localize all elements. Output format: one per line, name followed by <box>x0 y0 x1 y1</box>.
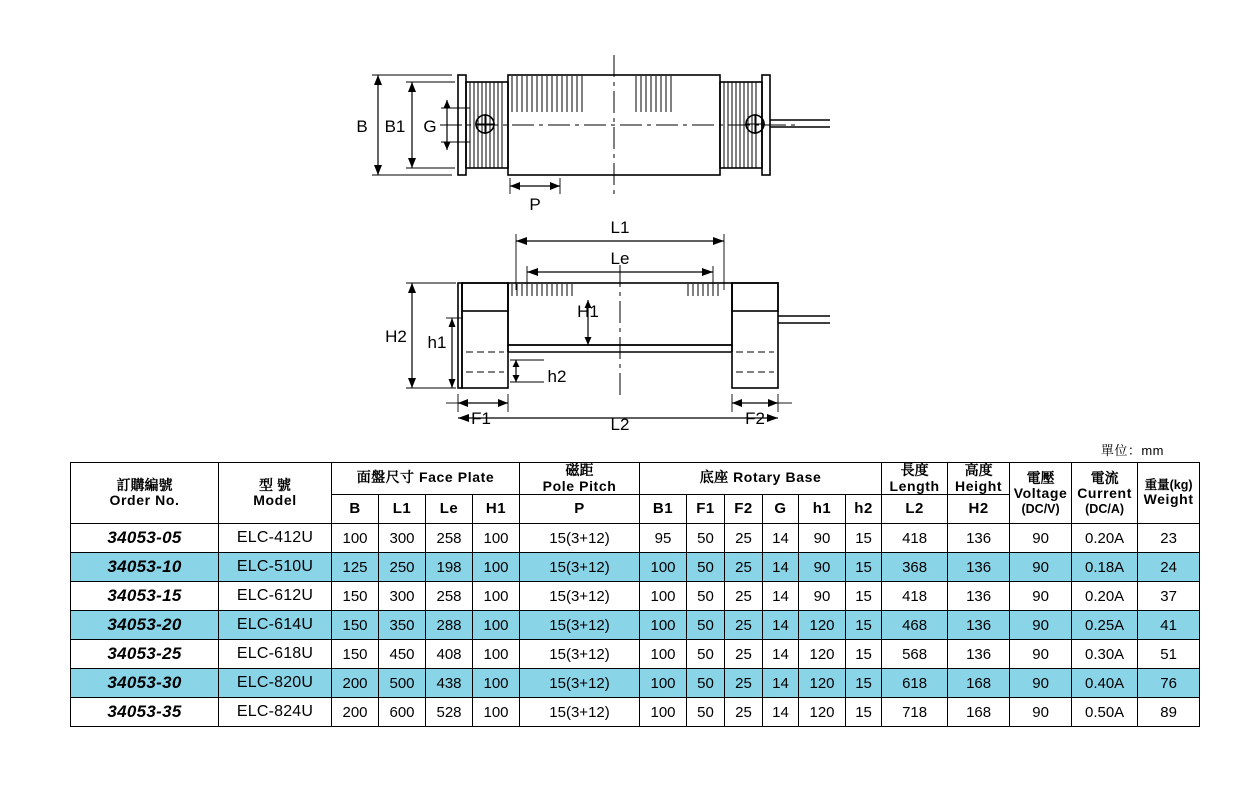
header-current-en: Current <box>1077 485 1132 502</box>
cell-h1: 90 <box>799 553 846 582</box>
label-B1: B1 <box>384 117 406 136</box>
cell-H1: 100 <box>473 669 520 698</box>
header-voltage-unit: (DC/V) <box>1021 501 1060 516</box>
cell-weight: 76 <box>1138 669 1200 698</box>
header-sub-h1: h1 <box>799 495 846 524</box>
cell-h2: 15 <box>846 582 882 611</box>
header-rotary-base-cn: 底座 <box>699 469 729 486</box>
cell-P: 15(3+12) <box>520 640 640 669</box>
cell-model: ELC-412U <box>219 524 332 553</box>
cell-G: 14 <box>763 698 799 727</box>
cell-h1: 90 <box>799 582 846 611</box>
cell-L2: 568 <box>882 640 948 669</box>
cell-h2: 15 <box>846 553 882 582</box>
header-model-cn: 型 號 <box>259 476 291 493</box>
cell-H2: 136 <box>948 611 1010 640</box>
header-face-plate-cn: 面盤尺寸 <box>356 469 415 486</box>
cell-h2: 15 <box>846 669 882 698</box>
cell-H1: 100 <box>473 524 520 553</box>
header-sub-h2: h2 <box>846 495 882 524</box>
cell-h2: 15 <box>846 524 882 553</box>
cell-B: 100 <box>332 524 379 553</box>
cell-G: 14 <box>763 611 799 640</box>
cell-weight: 41 <box>1138 611 1200 640</box>
cell-F1: 50 <box>687 553 725 582</box>
label-B: B <box>356 117 368 136</box>
header-height-cn: 高度 <box>964 462 993 478</box>
cell-weight: 23 <box>1138 524 1200 553</box>
header-current-cn: 電流 <box>1090 469 1119 486</box>
cell-weight: 51 <box>1138 640 1200 669</box>
spec-table <box>70 462 1200 727</box>
cell-Le: 438 <box>426 669 473 698</box>
cell-Le: 408 <box>426 640 473 669</box>
cell-Le: 258 <box>426 582 473 611</box>
header-height <box>948 463 1010 495</box>
cell-weight: 37 <box>1138 582 1200 611</box>
header-current <box>1072 463 1138 524</box>
header-face-plate-en: Face Plate <box>418 469 495 486</box>
cell-current: 0.20A <box>1072 582 1138 611</box>
cell-F2: 25 <box>725 582 763 611</box>
cell-G: 14 <box>763 524 799 553</box>
cell-voltage: 90 <box>1010 669 1072 698</box>
cell-F2: 25 <box>725 524 763 553</box>
cell-L2: 418 <box>882 524 948 553</box>
cell-F1: 50 <box>687 524 725 553</box>
cell-F1: 50 <box>687 669 725 698</box>
header-sub-G: G <box>763 495 799 524</box>
header-order-no-en: Order No. <box>109 492 180 509</box>
cell-Le: 198 <box>426 553 473 582</box>
cell-L1: 250 <box>379 553 426 582</box>
table-row <box>71 669 1200 698</box>
cell-B: 200 <box>332 698 379 727</box>
cell-F2: 25 <box>725 669 763 698</box>
cell-F1: 50 <box>687 582 725 611</box>
table-header-row-1 <box>71 463 1200 495</box>
cell-current: 0.30A <box>1072 640 1138 669</box>
cell-L1: 300 <box>379 582 426 611</box>
header-sub-B1: B1 <box>640 495 687 524</box>
unit-note: 單位：mm <box>1100 443 1164 458</box>
cell-P: 15(3+12) <box>520 582 640 611</box>
cell-order: 34053-25 <box>71 640 219 669</box>
cell-H2: 168 <box>948 669 1010 698</box>
cell-Le: 258 <box>426 524 473 553</box>
label-H1: H1 <box>577 302 599 321</box>
cell-F2: 25 <box>725 611 763 640</box>
cell-h2: 15 <box>846 611 882 640</box>
header-model-en: Model <box>253 492 297 509</box>
cell-Le: 288 <box>426 611 473 640</box>
header-weight-en: Weight <box>1143 491 1194 508</box>
cell-model: ELC-618U <box>219 640 332 669</box>
cell-L2: 618 <box>882 669 948 698</box>
header-pole-pitch-en: Pole Pitch <box>542 477 617 494</box>
cell-P: 15(3+12) <box>520 669 640 698</box>
cell-order: 34053-05 <box>71 524 219 553</box>
cell-Le: 528 <box>426 698 473 727</box>
label-h1: h1 <box>427 333 447 352</box>
cell-B: 125 <box>332 553 379 582</box>
table-row <box>71 698 1200 727</box>
cell-h1: 120 <box>799 698 846 727</box>
table-row <box>71 524 1200 553</box>
cell-L2: 468 <box>882 611 948 640</box>
header-voltage-cn: 電壓 <box>1026 469 1055 486</box>
table-row <box>71 611 1200 640</box>
cell-B1: 100 <box>640 669 687 698</box>
spec-table-body <box>71 524 1200 727</box>
cell-F1: 50 <box>687 611 725 640</box>
cell-H1: 100 <box>473 640 520 669</box>
cell-G: 14 <box>763 582 799 611</box>
label-G: G <box>423 117 437 136</box>
cell-model: ELC-824U <box>219 698 332 727</box>
cell-F1: 50 <box>687 640 725 669</box>
cell-H1: 100 <box>473 553 520 582</box>
cell-h1: 120 <box>799 640 846 669</box>
cell-order: 34053-20 <box>71 611 219 640</box>
cell-B1: 100 <box>640 698 687 727</box>
cell-voltage: 90 <box>1010 553 1072 582</box>
header-order-no <box>71 463 219 524</box>
cell-P: 15(3+12) <box>520 524 640 553</box>
cell-model: ELC-614U <box>219 611 332 640</box>
cell-H2: 136 <box>948 640 1010 669</box>
cell-order: 34053-35 <box>71 698 219 727</box>
label-Le: Le <box>610 249 630 268</box>
cell-current: 0.20A <box>1072 524 1138 553</box>
header-pole-pitch-cn: 磁距 <box>565 462 594 478</box>
cell-F2: 25 <box>725 553 763 582</box>
cell-h1: 90 <box>799 524 846 553</box>
cell-B1: 95 <box>640 524 687 553</box>
header-sub-B: B <box>332 495 379 524</box>
header-sub-L1: L1 <box>379 495 426 524</box>
header-sub-Le: Le <box>426 495 473 524</box>
header-model <box>219 463 332 524</box>
cell-P: 15(3+12) <box>520 698 640 727</box>
label-L2: L2 <box>610 415 630 434</box>
cell-B: 150 <box>332 582 379 611</box>
cell-H2: 136 <box>948 553 1010 582</box>
cell-current: 0.18A <box>1072 553 1138 582</box>
header-order-no-cn: 訂購編號 <box>116 476 173 493</box>
label-H2: H2 <box>385 327 407 346</box>
cell-G: 14 <box>763 553 799 582</box>
label-F2: F2 <box>745 409 765 428</box>
table-row <box>71 582 1200 611</box>
cell-weight: 89 <box>1138 698 1200 727</box>
cell-current: 0.40A <box>1072 669 1138 698</box>
header-height-en: Height <box>955 477 1003 494</box>
cell-H2: 136 <box>948 524 1010 553</box>
cell-model: ELC-820U <box>219 669 332 698</box>
cell-voltage: 90 <box>1010 698 1072 727</box>
header-voltage <box>1010 463 1072 524</box>
cell-F2: 25 <box>725 698 763 727</box>
cell-weight: 24 <box>1138 553 1200 582</box>
cell-h1: 120 <box>799 669 846 698</box>
cell-current: 0.50A <box>1072 698 1138 727</box>
cell-B1: 100 <box>640 553 687 582</box>
spec-table-container <box>70 462 1194 727</box>
cell-model: ELC-612U <box>219 582 332 611</box>
cell-B1: 100 <box>640 582 687 611</box>
header-length <box>882 463 948 495</box>
header-rotary-base-en: Rotary Base <box>733 469 822 486</box>
cell-F1: 50 <box>687 698 725 727</box>
cell-L1: 600 <box>379 698 426 727</box>
cell-order: 34053-10 <box>71 553 219 582</box>
cell-L1: 450 <box>379 640 426 669</box>
cell-voltage: 90 <box>1010 582 1072 611</box>
header-current-unit: (DC/A) <box>1085 501 1125 516</box>
cell-G: 14 <box>763 669 799 698</box>
header-sub-P: P <box>520 495 640 524</box>
header-sub-H1: H1 <box>473 495 520 524</box>
header-voltage-en: Voltage <box>1013 485 1068 502</box>
cell-H1: 100 <box>473 611 520 640</box>
cell-voltage: 90 <box>1010 524 1072 553</box>
cell-current: 0.25A <box>1072 611 1138 640</box>
cell-L1: 300 <box>379 524 426 553</box>
cell-order: 34053-30 <box>71 669 219 698</box>
header-length-en: Length <box>889 477 940 494</box>
cell-order: 34053-15 <box>71 582 219 611</box>
header-weight-cn: 重量(kg) <box>1144 478 1193 493</box>
label-P: P <box>529 195 541 214</box>
header-sub-L2: L2 <box>882 495 948 524</box>
cell-L2: 718 <box>882 698 948 727</box>
cell-H2: 136 <box>948 582 1010 611</box>
cell-h2: 15 <box>846 698 882 727</box>
cell-voltage: 90 <box>1010 611 1072 640</box>
label-L1: L1 <box>610 218 630 237</box>
label-h2: h2 <box>547 367 567 386</box>
cell-F2: 25 <box>725 640 763 669</box>
cell-B: 150 <box>332 611 379 640</box>
header-sub-H2: H2 <box>948 495 1010 524</box>
header-length-cn: 長度 <box>900 462 929 478</box>
cell-L2: 368 <box>882 553 948 582</box>
table-row <box>71 553 1200 582</box>
cell-P: 15(3+12) <box>520 611 640 640</box>
header-rotary-base <box>640 463 882 495</box>
cell-B1: 100 <box>640 640 687 669</box>
header-pole-pitch <box>520 463 640 495</box>
cell-H1: 100 <box>473 582 520 611</box>
cell-B: 200 <box>332 669 379 698</box>
label-F1: F1 <box>471 409 491 428</box>
cell-L2: 418 <box>882 582 948 611</box>
cell-B: 150 <box>332 640 379 669</box>
cell-L1: 500 <box>379 669 426 698</box>
table-row <box>71 640 1200 669</box>
cell-G: 14 <box>763 640 799 669</box>
header-weight <box>1138 463 1200 524</box>
cell-h1: 120 <box>799 611 846 640</box>
cell-H2: 168 <box>948 698 1010 727</box>
cell-H1: 100 <box>473 698 520 727</box>
cell-P: 15(3+12) <box>520 553 640 582</box>
header-sub-F2: F2 <box>725 495 763 524</box>
header-face-plate <box>332 463 520 495</box>
header-sub-F1: F1 <box>687 495 725 524</box>
cell-voltage: 90 <box>1010 640 1072 669</box>
cell-h2: 15 <box>846 640 882 669</box>
cell-B1: 100 <box>640 611 687 640</box>
cell-model: ELC-510U <box>219 553 332 582</box>
cell-L1: 350 <box>379 611 426 640</box>
